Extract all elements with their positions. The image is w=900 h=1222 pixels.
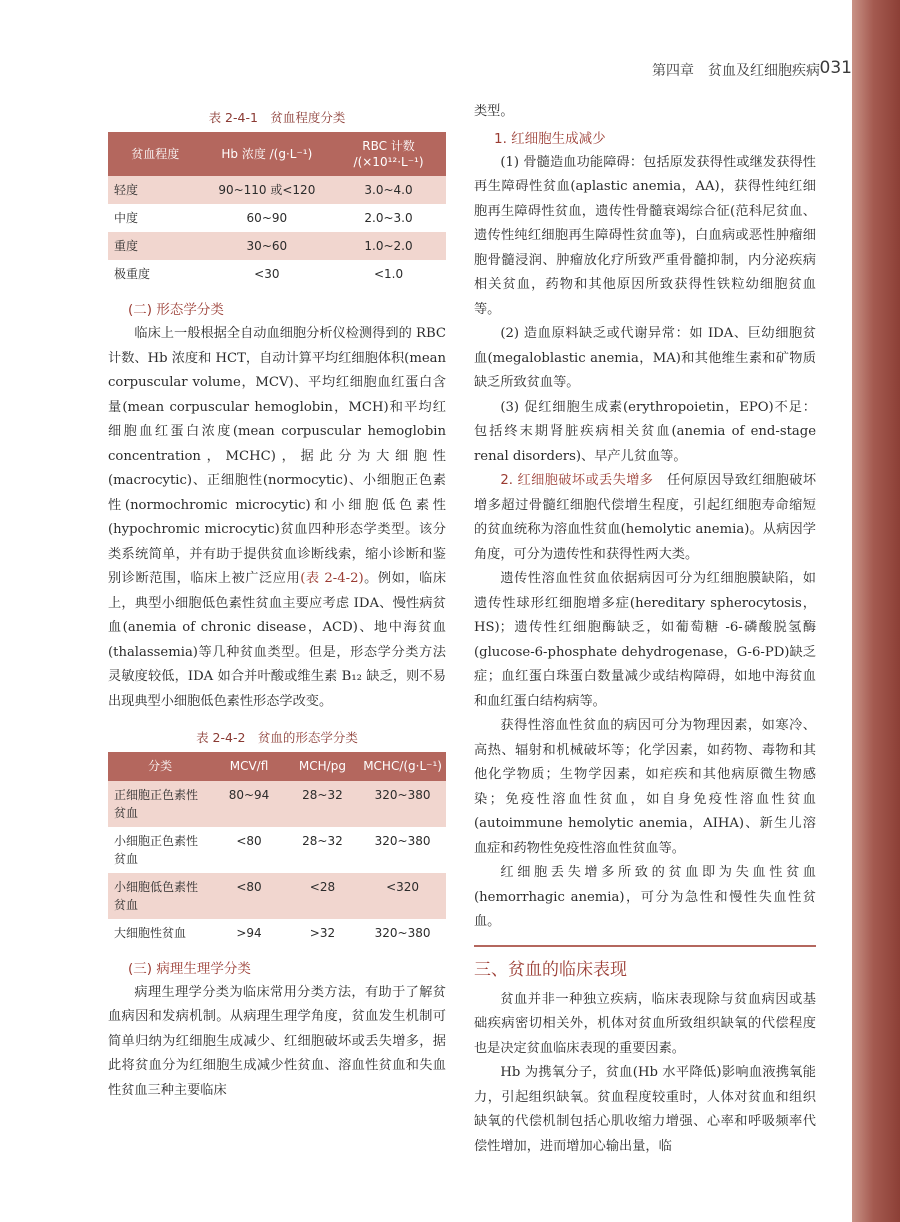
table-cell: <320 bbox=[359, 873, 446, 919]
subsection-1-title: 1. 红细胞生成减少 bbox=[494, 130, 606, 147]
table-row bbox=[108, 176, 446, 204]
table-cell: 320~380 bbox=[359, 919, 446, 947]
paragraph: (2) 造血原料缺乏或代谢异常：如 IDA、巨幼细胞贫血(megaloblastic anemia，MA)和其他维生素和矿物质缺乏所致贫血等。 bbox=[474, 326, 816, 390]
paragraph: (1) 骨髓造血功能障碍：包括原发获得性或继发获得性再生障碍性贫血(aplastic anemia，AA)，获得性纯红细胞再生障碍性贫血，遗传性骨髓衰竭综合征(范科尼贫血、遗传性纯红细胞再生障碍性贫血等)，白血病或恶性肿瘤细胞骨髓浸润、肿瘤放化疗所致严重骨髓抑制，内分泌疾病相关贫血，药物和其他原因所致获得性铁粒幼细胞贫血等。 bbox=[474, 154, 816, 317]
table-row bbox=[108, 781, 446, 827]
table1-caption: 表 2-4-1 贫血程度分类 bbox=[208, 110, 346, 125]
section-heading: 三、贫血的临床表现 bbox=[474, 945, 816, 980]
table-header-cell: MCH/pg bbox=[286, 752, 360, 780]
table-header-cell: RBC 计数 /(×10¹²·L⁻¹) bbox=[331, 132, 446, 176]
table-row bbox=[108, 919, 446, 947]
left-column bbox=[108, 100, 446, 1103]
table-cell: 小细胞低色素性贫血 bbox=[108, 873, 212, 919]
paragraph-text: 任何原因导致红细胞破坏增多超过骨髓红细胞代偿增生程度，引起红细胞寿命缩短的贫血统称为溶血性贫血(hemolytic anemia)。从病因学角度，可分为遗传性和获得性两大类。 bbox=[474, 473, 817, 562]
table-cell: <30 bbox=[203, 260, 331, 288]
table2-caption: 表 2-4-2 贫血的形态学分类 bbox=[196, 730, 358, 746]
table-header-cell: 分类 bbox=[108, 752, 212, 780]
continued-text: 类型。 bbox=[474, 104, 514, 119]
section-pathophysiology-title: (三) 病理生理学分类 bbox=[128, 960, 251, 977]
table-header-cell: Hb 浓度 /(g·L⁻¹) bbox=[203, 132, 331, 176]
table-cell: 320~380 bbox=[359, 827, 446, 873]
table-header-cell: MCHC/(g·L⁻¹) bbox=[359, 752, 446, 780]
paragraph-text: 。例如，临床上，典型小细胞低色素性贫血主要应考虑 IDA、慢性病贫血(anemia of chronic disease，ACD)、地中海贫血(thalassemia)等几种贫血类型。但是，形态学分类方法灵敏度较低，IDA 如合并叶酸或维生素 B₁₂ 缺乏，则不易出现典型小细胞低色素性形态学改变。 bbox=[108, 571, 447, 709]
table-header-cell: 贫血程度 bbox=[108, 132, 203, 176]
paragraph: (3) 促红细胞生成素(erythropoietin，EPO)不足：包括终末期肾脏疾病相关贫血(anemia of end-stage renal disorders)、早产儿贫血等。 bbox=[474, 399, 816, 464]
pathophysiology-paragraph: 病理生理学分类为临床常用分类方法，有助于了解贫血病因和发病机制。从病理生理学角度，贫血发生机制可简单归纳为红细胞生成减少、红细胞破坏或丢失增多，据此将贫血分为红细胞生成减少性贫血、溶血性贫血和失血性贫血三种主要临床 bbox=[108, 984, 446, 1098]
table-cell: 30~60 bbox=[203, 232, 331, 260]
running-header bbox=[652, 58, 852, 80]
right-column bbox=[474, 100, 816, 1159]
table-row bbox=[108, 232, 446, 260]
table-reference-link[interactable]: (表 2-4-2) bbox=[300, 571, 364, 587]
table-cell: <80 bbox=[212, 873, 285, 919]
table-row bbox=[108, 873, 446, 919]
section-morphology-title: (二) 形态学分类 bbox=[128, 302, 224, 319]
morphology-paragraph bbox=[108, 322, 446, 714]
table-cell: 极重度 bbox=[108, 260, 203, 288]
paragraph: 获得性溶血性贫血的病因可分为物理因素，如寒冷、高热、辐射和机械破坏等；化学因素，如药物、毒物和其他化学物质；生物学因素，如疟疾和其他病原微生物感染；免疫性溶血性贫血，如自身免疫性溶血性贫血(autoimmune hemolytic anemia，AIHA)、新生儿溶血症和药物性免疫性溶血性贫血等。 bbox=[474, 718, 816, 856]
table-cell: 重度 bbox=[108, 232, 203, 260]
page-number: 031 bbox=[819, 58, 852, 78]
table-cell: 90~110 或<120 bbox=[203, 176, 331, 204]
table-cell: 中度 bbox=[108, 204, 203, 232]
table-cell: >32 bbox=[286, 919, 360, 947]
table-cell: 320~380 bbox=[359, 781, 446, 827]
table-row bbox=[108, 260, 446, 288]
table-cell: 2.0~3.0 bbox=[331, 204, 446, 232]
table-cell: 大细胞性贫血 bbox=[108, 919, 212, 947]
subsection-2-title: 2. 红细胞破坏或丢失增多 bbox=[500, 473, 654, 488]
table-header-cell: MCV/fl bbox=[212, 752, 285, 780]
table-cell: <80 bbox=[212, 827, 285, 873]
table-cell: 60~90 bbox=[203, 204, 331, 232]
table-cell: 28~32 bbox=[286, 827, 360, 873]
table-header-row bbox=[108, 132, 446, 176]
chapter-title: 第四章 贫血及红细胞疾病 bbox=[652, 63, 820, 79]
table-cell: 28~32 bbox=[286, 781, 360, 827]
paragraph-text: 临床上一般根据全自动血细胞分析仪检测得到的 RBC 计数、Hb 浓度和 HCT，自动计算平均红细胞体积(mean corpuscular volume，MCV)、平均红细胞血红蛋白含量(mean corpuscular hemoglobin，MCH)和平均红细胞血红蛋白浓度(mean corpuscular hemoglobin concentration，MCHC)，据此分为大细胞性(macrocytic)、正细胞性(normocytic)、小细胞正色素性(normochromic microcytic)和小细胞低色素性(hypochromic microcytic)贫血四种形态学类型。该分类系统简单，并有助于提供贫血诊断线索，缩小诊断和鉴别诊断范围，临床上被广泛应用 bbox=[108, 326, 446, 587]
table-cell: 80~94 bbox=[212, 781, 285, 827]
paragraph bbox=[474, 469, 816, 567]
table-cell: <28 bbox=[286, 873, 360, 919]
table-cell: <1.0 bbox=[331, 260, 446, 288]
table-cell: >94 bbox=[212, 919, 285, 947]
table-header-row bbox=[108, 752, 446, 780]
morphology-table bbox=[108, 752, 446, 946]
table-cell: 正细胞正色素性贫血 bbox=[108, 781, 212, 827]
table-cell: 1.0~2.0 bbox=[331, 232, 446, 260]
paragraph: 红细胞丢失增多所致的贫血即为失血性贫血(hemorrhagic anemia)，可分为急性和慢性失血性贫血。 bbox=[474, 865, 816, 929]
paragraph: 贫血并非一种独立疾病，临床表现除与贫血病因或基础疾病密切相关外，机体对贫血所致组织缺氧的代偿程度也是决定贫血临床表现的重要因素。 bbox=[474, 991, 816, 1056]
paragraph: 遗传性溶血性贫血依据病因可分为红细胞膜缺陷，如遗传性球形红细胞增多症(hereditary spherocytosis，HS)；遗传性红细胞酶缺乏，如葡萄糖 -6-磷酸脱氢酶(glucose-6-phosphate dehydrogenase，G-6-PD)缺乏症；血红蛋白珠蛋白数量减少或结构障碍，如地中海贫血和血红蛋白结构病等。 bbox=[474, 571, 816, 709]
table-row bbox=[108, 827, 446, 873]
table-cell: 3.0~4.0 bbox=[331, 176, 446, 204]
anemia-severity-table bbox=[108, 132, 446, 288]
table-cell: 轻度 bbox=[108, 176, 203, 204]
page-edge-band bbox=[852, 0, 900, 1222]
table-row bbox=[108, 204, 446, 232]
table-cell: 小细胞正色素性贫血 bbox=[108, 827, 212, 873]
paragraph: Hb 为携氧分子，贫血(Hb 水平降低)影响血液携氧能力，引起组织缺氧。贫血程度较重时，人体对贫血和组织缺氧的代偿机制包括心肌收缩力增强、心率和呼吸频率代偿性增加，进而增加心输出量，临 bbox=[474, 1065, 816, 1154]
